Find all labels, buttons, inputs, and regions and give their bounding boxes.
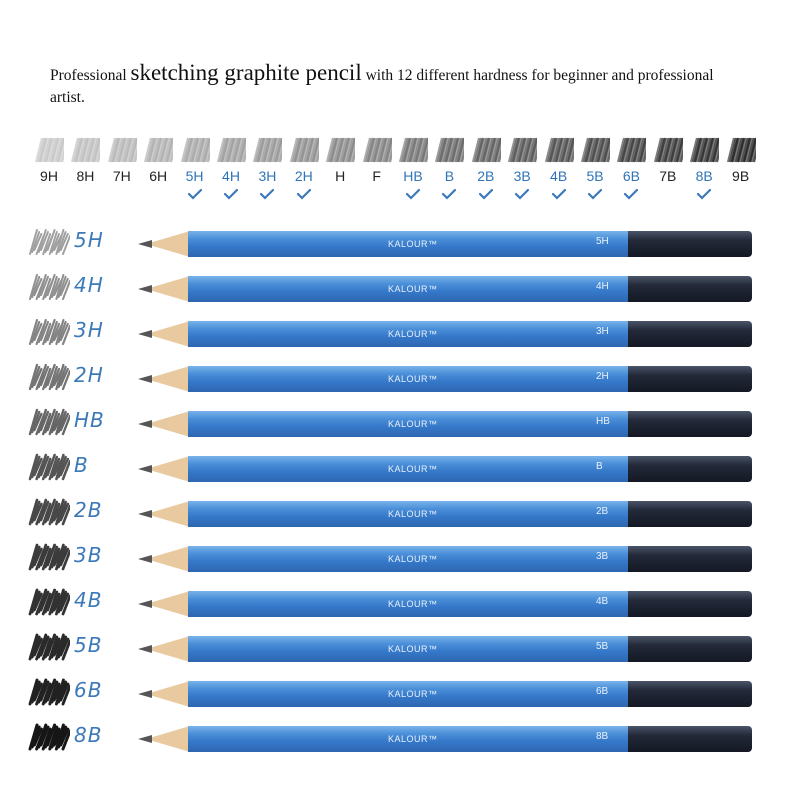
grade-label: 4H (222, 168, 240, 184)
pencil (136, 230, 756, 258)
shade-swatch (70, 136, 100, 164)
scribble-sample (26, 719, 70, 755)
scribble-sample (26, 269, 70, 305)
pencil (136, 500, 756, 528)
shade-swatch (653, 136, 683, 164)
pencil-tip (136, 545, 190, 573)
pencil-tip (136, 500, 190, 528)
hardness-label: 3B (74, 543, 103, 567)
pencil (136, 365, 756, 393)
grade-label: 5H (185, 168, 204, 184)
shade-swatch (616, 136, 646, 164)
pencil-row (0, 365, 790, 395)
pencil-tip (136, 635, 190, 663)
grade-label: F (372, 168, 381, 184)
grade-imprint: B (596, 461, 603, 472)
pencil-tip (136, 365, 190, 393)
headline-prefix: Professional (50, 67, 131, 84)
checkmark-icon (696, 188, 712, 200)
scribble-sample (26, 224, 70, 260)
checkmark-icon (259, 188, 275, 200)
headline-suffix: with 12 different hardness for beginner and professional artist. (50, 67, 714, 106)
checkmark-icon (405, 188, 421, 200)
pencil-row (0, 500, 790, 530)
shade-swatch (289, 136, 319, 164)
scribble-sample (26, 449, 70, 485)
grade-label: 3B (513, 168, 531, 184)
grade-imprint: HB (596, 416, 610, 427)
pencil-row (0, 410, 790, 440)
checkmark-icon (296, 188, 312, 200)
pencil-end-cap (628, 366, 752, 392)
brand-imprint: KALOUR™ (388, 689, 438, 699)
grade-label: 3H (258, 168, 277, 184)
pencil-row (0, 635, 790, 665)
scribble-sample (26, 314, 70, 350)
pencil-row (0, 545, 790, 575)
pencil-tip (136, 275, 190, 303)
pencil-tip (136, 230, 190, 258)
grade-label: HB (403, 168, 423, 184)
pencil-tip (136, 410, 190, 438)
grade-label: 6H (149, 168, 168, 184)
pencil-end-cap (628, 276, 752, 302)
shade-swatch (398, 136, 428, 164)
checkmark-icon (551, 188, 567, 200)
pencil-end-cap (628, 726, 752, 752)
brand-imprint: KALOUR™ (388, 329, 438, 339)
shade-swatch (107, 136, 137, 164)
hardness-label: 6B (74, 678, 103, 702)
pencil-end-cap (628, 231, 752, 257)
pencil (136, 590, 756, 618)
checkmark-icon (623, 188, 639, 200)
scribble-sample (26, 494, 70, 530)
shade-swatch (252, 136, 282, 164)
shade-swatch (34, 136, 64, 164)
grade-imprint: 2B (596, 506, 609, 517)
shade-swatch (434, 136, 464, 164)
scribble-sample (26, 674, 70, 710)
pencil (136, 545, 756, 573)
pencil-tip (136, 725, 190, 753)
grade-imprint: 4H (596, 281, 609, 292)
checkmark-icon (187, 188, 203, 200)
shade-swatch (216, 136, 246, 164)
pencil (136, 725, 756, 753)
shade-swatch (580, 136, 610, 164)
pencil (136, 410, 756, 438)
pencil (136, 320, 756, 348)
shade-swatch (325, 136, 355, 164)
pencil-end-cap (628, 456, 752, 482)
shade-swatch (180, 136, 210, 164)
scribble-sample (26, 584, 70, 620)
grade-label: 5B (586, 168, 604, 184)
grade-label: 7B (659, 168, 677, 184)
grade-imprint: 8B (596, 731, 609, 742)
scribble-sample (26, 404, 70, 440)
hardness-label: 3H (74, 318, 104, 342)
pencil (136, 275, 756, 303)
scribble-sample (26, 629, 70, 665)
pencil-end-cap (628, 321, 752, 347)
grade-label: 2H (294, 168, 313, 184)
pencil-tip (136, 680, 190, 708)
grade-imprint: 3H (596, 326, 609, 337)
pencil-tip (136, 320, 190, 348)
grade-imprint: 4B (596, 596, 609, 607)
brand-imprint: KALOUR™ (388, 464, 438, 474)
shade-swatch (544, 136, 574, 164)
hardness-scale (32, 136, 762, 206)
pencil-row (0, 590, 790, 620)
pencil-end-cap (628, 681, 752, 707)
scribble-sample (26, 359, 70, 395)
hardness-label: 2H (74, 363, 104, 387)
grade-label: 9H (40, 168, 58, 184)
pencil (136, 635, 756, 663)
pencil-tip (136, 590, 190, 618)
grade-imprint: 2H (596, 371, 609, 382)
pencil-list (0, 230, 790, 770)
shade-swatch (471, 136, 501, 164)
hardness-label: 4B (74, 588, 103, 612)
hardness-label: 2B (74, 498, 103, 522)
hardness-label: 5B (74, 633, 103, 657)
brand-imprint: KALOUR™ (388, 554, 438, 564)
brand-imprint: KALOUR™ (388, 284, 438, 294)
grade-label: H (335, 168, 346, 184)
shade-swatch (362, 136, 392, 164)
pencil-tip (136, 455, 190, 483)
checkmark-icon (478, 188, 494, 200)
grade-label: 8H (76, 168, 95, 184)
brand-imprint: KALOUR™ (388, 734, 438, 744)
grade-label: 4B (550, 168, 568, 184)
brand-imprint: KALOUR™ (388, 644, 438, 654)
brand-imprint: KALOUR™ (388, 599, 438, 609)
checkmark-icon (223, 188, 239, 200)
checkmark-icon (441, 188, 457, 200)
pencil-end-cap (628, 636, 752, 662)
grade-label: B (444, 168, 455, 184)
pencil-end-cap (628, 546, 752, 572)
pencil-row (0, 230, 790, 260)
checkmark-icon (587, 188, 603, 200)
hardness-label: 4H (74, 273, 104, 297)
pencil-end-cap (628, 591, 752, 617)
grade-label: 8B (695, 168, 713, 184)
headline (50, 62, 750, 109)
scribble-sample (26, 539, 70, 575)
hardness-label: B (74, 453, 89, 477)
shade-swatch (689, 136, 719, 164)
grade-imprint: 6B (596, 686, 609, 697)
pencil-row (0, 275, 790, 305)
headline-emphasis: sketching graphite pencil (130, 60, 362, 85)
grade-label: 2B (477, 168, 495, 184)
grade-imprint: 5H (596, 236, 609, 247)
hardness-label: 8B (74, 723, 103, 747)
pencil-row (0, 320, 790, 350)
pencil-row (0, 725, 790, 755)
grade-imprint: 3B (596, 551, 609, 562)
pencil-end-cap (628, 411, 752, 437)
grade-label: 9B (732, 168, 750, 184)
brand-imprint: KALOUR™ (388, 419, 438, 429)
brand-imprint: KALOUR™ (388, 239, 438, 249)
shade-swatch (143, 136, 173, 164)
grade-imprint: 5B (596, 641, 609, 652)
pencil (136, 680, 756, 708)
pencil-end-cap (628, 501, 752, 527)
hardness-label: 5H (74, 228, 104, 252)
hardness-label: HB (74, 408, 105, 432)
checkmark-icon (514, 188, 530, 200)
brand-imprint: KALOUR™ (388, 374, 438, 384)
pencil-row (0, 680, 790, 710)
pencil (136, 455, 756, 483)
brand-imprint: KALOUR™ (388, 509, 438, 519)
shade-swatch (507, 136, 537, 164)
pencil-row (0, 455, 790, 485)
grade-label: 7H (112, 168, 131, 184)
shade-swatch (726, 136, 756, 164)
grade-label: 6B (622, 168, 640, 184)
